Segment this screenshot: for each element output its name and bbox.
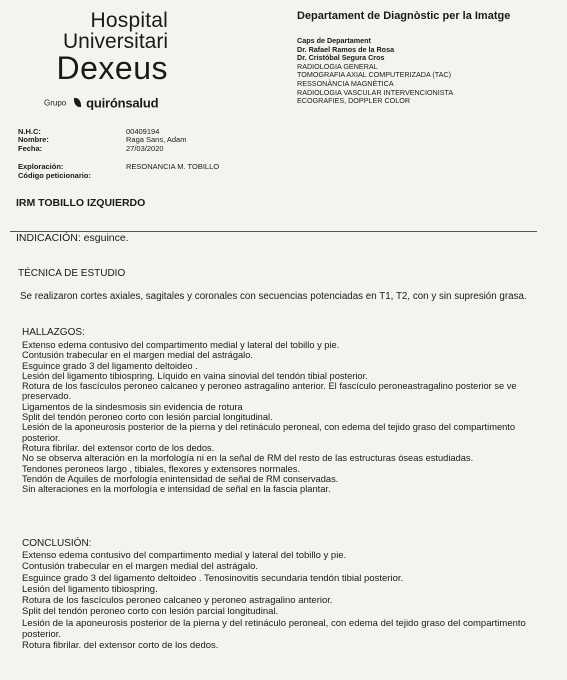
finding-line: Extenso edema contusivo del compartimento medial y lateral del tobillo y pie. [22, 340, 340, 350]
nhc-value: 00409194 [126, 127, 160, 136]
finding-line: Tendón de Aquiles de morfología enintensidad de señal de RM conservadas. [22, 473, 339, 484]
exploration-value: RESONANCIA M. TOBILLO [126, 162, 220, 172]
logo-line-hospital: Hospital [90, 9, 168, 32]
findings-list [22, 340, 548, 494]
petitioner-row [18, 172, 219, 180]
conclusion-heading: CONCLUSIÓN: [22, 538, 92, 549]
indication: INDICACIÓN: esguince. [16, 232, 129, 244]
name-value: Raga Sans, Adam [126, 135, 187, 145]
department-list [297, 37, 557, 106]
department-line: Dr. Cristóbal Segura Cros [297, 53, 385, 63]
department-line: RESSONÀNCIA MAGNÈTICA [297, 78, 394, 88]
patient-info [18, 128, 219, 180]
department-title: Departament de Diagnòstic per la Imatge [297, 10, 511, 22]
finding-line: Tendones peroneos largo , tibiales, flexores y extensores normales. [22, 463, 301, 474]
logo-line-universitari: Universitari [62, 30, 168, 53]
department-line: Dr. Rafael Ramos de la Rosa [297, 44, 395, 54]
conclusion-line: Lesión de la aponeurosis posterior de la pierna y del retináculo peroneal, con edema del tejido graso del compartimento posterior. [22, 617, 526, 641]
conclusion-line: Esguince grado 3 del ligamento deltoideo . Tenosinovitis secundaria tendón tibial posterior. [22, 572, 404, 584]
department-line: TOMOGRAFIA AXIAL COMPUTERIZADA (TAC) [297, 70, 452, 80]
findings-heading: HALLAZGOS: [22, 327, 85, 338]
finding-line: Esguince grado 3 del ligamento deltoideo . [22, 360, 198, 371]
finding-line: Lesión de la aponeurosis posterior de la pierna y del retináculo peroneal, con edema del tejido graso del compartimento posterior. [22, 422, 516, 443]
nhc-label: N.H.C: [18, 127, 41, 136]
date-row [18, 145, 219, 153]
department-line: RADIOLOGIA GENERAL [297, 61, 378, 71]
conclusion-line: Extenso edema contusivo del compartimento medial y lateral del tobillo y pie. [22, 550, 347, 561]
group-prefix: Grupo [44, 98, 67, 108]
finding-line: No se observa alteración en la morfología ni en la señal de RM del resto de las estructuras óseas estudiadas. [22, 453, 474, 464]
group-name: quirónsalud [86, 95, 159, 111]
date-label: Fecha: [18, 143, 43, 153]
name-label: Nombre: [18, 135, 49, 145]
finding-line: Lesión del ligamento tibiospring. Líquido en vaina sinovial del tendón tibial posterior. [22, 370, 368, 381]
conclusion-line: Split del tendón peroneo corto con lesión parcial longitudinal. [22, 606, 279, 618]
conclusion-list [22, 550, 548, 652]
finding-line: Split del tendón peroneo corto con lesión parcial longitudinal. [22, 412, 273, 423]
technique-heading: TÉCNICA DE ESTUDIO [18, 268, 126, 279]
date-value: 27/03/2020 [126, 143, 164, 153]
group-logo [44, 94, 204, 112]
hospital-logo [38, 9, 168, 111]
logo-line-dexeus: Dexeus [56, 50, 168, 86]
exam-title: IRM TOBILLO IZQUIERDO [16, 197, 146, 209]
technique-text: Se realizaron cortes axiales, sagitales y coronales con secuencias potenciadas en T1, T2, con y sin supresión grasa. [20, 291, 527, 302]
leaf-icon [74, 98, 81, 107]
finding-line: Sin alteraciones en la morfología e intensidad de señal en la fascia plantar. [22, 484, 331, 495]
finding-line: Contusión trabecular en el margen medial del astrágalo. [22, 350, 254, 361]
department-line: RADIOLOGIA VASCULAR INTERVENCIONISTA [297, 87, 454, 97]
department-line: Caps de Departament [297, 36, 371, 45]
department-header [297, 10, 557, 106]
petitioner-label: Código peticionario: [18, 170, 91, 180]
conclusion-line: Lesión del ligamento tibiospring. [22, 583, 158, 595]
conclusion-line: Rotura fibrilar. del extensor corto de los dedos. [22, 640, 219, 652]
exploration-label: Exploración: [18, 162, 64, 172]
finding-line: Rotura de los fascículos peroneo calcaneo y peroneo astragalino anterior. El fascículo peroneastragalino posterior se ve preservado. [22, 381, 517, 402]
conclusion-line: Contusión trabecular en el margen medial del astrágalo. [22, 561, 259, 573]
department-line: ECOGRAFIES, DOPPLER COLOR [297, 96, 411, 106]
finding-line: Ligamentos de la sindesmosis sin evidencia de rotura [22, 401, 243, 412]
name-row [18, 136, 219, 144]
conclusion-line: Rotura de los fascículos peroneo calcaneo y peroneo astragalino anterior. [22, 595, 333, 607]
finding-line: Rotura fibrilar. del extensor corto de los dedos. [22, 442, 215, 453]
